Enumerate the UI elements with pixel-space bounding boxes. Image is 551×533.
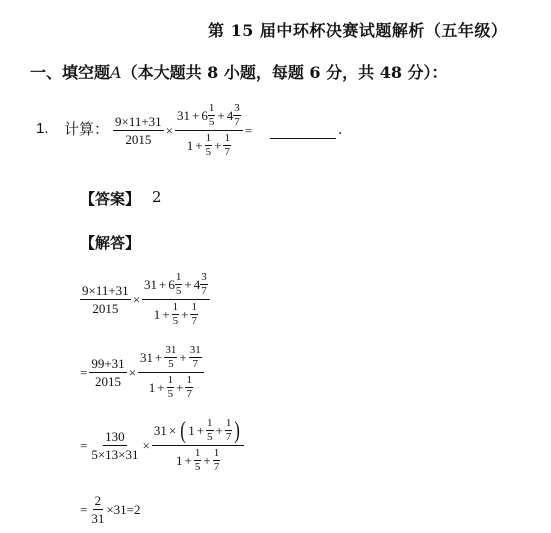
section-heading-prefix: 一、填空题 (30, 63, 111, 82)
solution-step-1: $\frac{9\times 11+31}{2015}$ × 31 + 6 $\frac{1}{5}$ + 4 $\frac{3}{7}$ 1 + $\frac{1}{5}$ + $\frac{1}{7}$ (80, 272, 210, 327)
fraction-complex: 31 + 6 $\frac{1}{5}$ + 4 $\frac{3}{7}$ 1 + $\frac{1}{5}$ + $\frac{1}{7}$ (175, 103, 243, 158)
solution-step-2: = $\frac{99+31}{2015}$ × 31 + $\frac{31}{5}$ + $\frac{31}{7}$ 1 + $\frac{1}{5}$ + $\frac{1}{7}$ (78, 345, 204, 400)
page-title: 第 15 届中环杯决赛试题解析（五年级） (208, 21, 508, 40)
fraction-first: $\frac{9\times 11+31}{2015}$ (115, 114, 162, 147)
solution-step-4: = $\frac{2}{31}$ ×31=2 (80, 493, 141, 526)
answer-value: 2 (152, 188, 162, 206)
question-end: . (338, 122, 343, 138)
solution-step-3: = $\frac{130}{5\times 13\times 31}$ × 31 × ( 1 + $\frac{1}{5}$ + $\frac{1}{7}$ ) 1 + $\frac{1}{5}$ + $\frac{1}{7}$ (78, 418, 244, 473)
answer-blank (270, 138, 336, 139)
answer-tag: 【答案】 (80, 190, 141, 208)
solution-tag: 【解答】 (80, 234, 141, 252)
section-heading-var: A (110, 63, 122, 82)
question-expression: $\frac{9\times 11+31}{2015}$ × 31 + 6 $\frac{1}{5}$ + 4 $\frac{3}{7}$ 1 + $\frac{1}{5}$ + $\frac{1}{7}$ = (115, 102, 253, 158)
section-heading-suffix: （本大题共 8 小题，每题 6 分，共 48 分）： (121, 63, 448, 82)
section-heading (30, 60, 448, 83)
question-label: 计算： (64, 120, 110, 138)
question-number: 1. (36, 120, 49, 137)
